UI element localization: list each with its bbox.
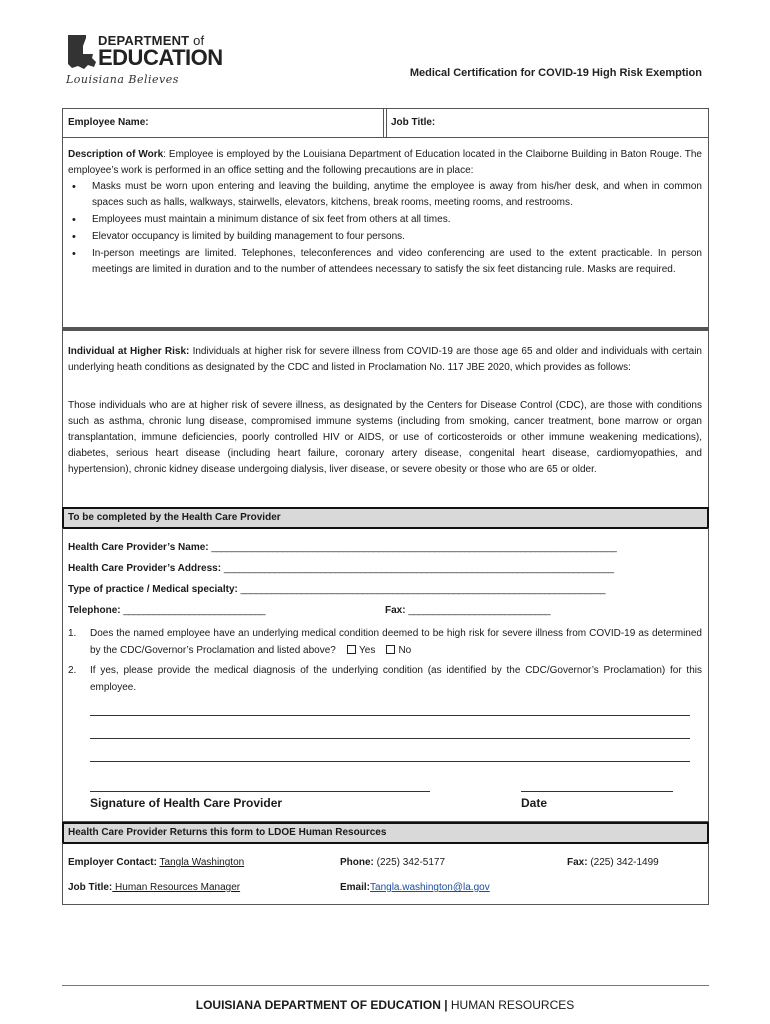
practice-specialty-field[interactable]: Type of practice / Medical specialty: ________________________________________________________________________ [68,584,606,595]
signature-line[interactable] [90,791,430,792]
email-link[interactable]: Tangla.washington@la.gov [370,882,490,893]
fax-field[interactable]: Fax: ____________________________ [385,605,551,616]
higher-risk-detail: Those individuals who are at higher risk of severe illness, as designated by the Centers for Disease Control (CDC), are those with conditions such as asthma, chronic lung disease, compromised immune systems (including from smoking, cancer treatment, bone marrow or organ transplantation, immune deficiencies, poorly controlled HIV or AIDS, or use of corticosteroids or other immune weakening medications), diabetes, serious heart disease (including heart failure, coronary artery disease, congenital heart disease, cardiomyopathies, and hypertension), chronic kidney disease undergoing dialysis, liver disease, or severe obesity or those who are 65 or older. [68,400,702,475]
list-item: • Elevator occupancy is limited by building management to four persons. [92,229,702,245]
list-item: • Employees must maintain a minimum distance of six feet from others at all times. [92,212,702,228]
louisiana-state-icon [66,34,98,72]
document-title: Medical Certification for COVID-19 High Risk Exemption [409,67,702,79]
footer-divider [62,985,709,986]
diagnosis-line-1[interactable] [90,715,690,716]
logo-tagline: Louisiana Believes [66,73,179,86]
job-title-label: Job Title: [391,117,436,128]
phone-contact: Phone: (225) 342-5177 [340,857,446,868]
yes-label: Yes [359,645,376,656]
signature-label: Signature of Health Care Provider [90,796,283,810]
job-title-contact: Job Title: Human Resources Manager [68,882,241,893]
list-item: • Masks must be worn upon entering and leaving the building, anytime the employee is away from his/her desk, and when in common spaces such as halls, walkways, stairwells, elevators, kitchens, break rooms, meeting rooms, and restrooms. [92,179,702,211]
employee-info-table [62,108,709,138]
telephone-field[interactable]: Telephone: ____________________________ [68,605,266,616]
returns-section [62,843,709,905]
date-label: Date [521,796,548,810]
question-2: 2. If yes, please provide the medical diagnosis of the underlying condition (as identified by the CDC/Governor’s Proclamation) for this employee. [68,665,702,693]
provider-address-field[interactable]: Health Care Provider’s Address: _____________________________________________________________________________ [68,563,614,574]
fax-contact: Fax: (225) 342-1499 [567,857,659,868]
no-label: No [398,645,412,656]
no-checkbox[interactable] [386,645,395,654]
employee-name-label: Employee Name: [68,117,149,128]
diagnosis-line-3[interactable] [90,761,690,762]
date-line[interactable] [521,791,673,792]
page-footer: LOUISIANA DEPARTMENT OF EDUCATION | HUMAN RESOURCES [195,998,575,1012]
yes-checkbox[interactable] [347,645,356,654]
provider-section-header: To be completed by the Health Care Provider [62,507,709,529]
email-contact: Email:Tangla.washington@la.gov [340,882,490,893]
diagnosis-line-2[interactable] [90,738,690,739]
employer-contact: Employer Contact: Tangla Washington [68,857,245,868]
returns-section-header: Health Care Provider Returns this form to LDOE Human Resources [62,822,709,844]
precautions-list [92,179,702,279]
provider-name-field[interactable]: Health Care Provider’s Name: ________________________________________________________________________________ [68,542,617,553]
work-description-intro: Description of Work: Employee is employed by the Louisiana Department of Education located in the Claiborne Building in Baton Rouge. The employee’s work is performed in an office setting and the following precautions are in place: [68,149,702,176]
logo-department-text: DEPARTMENT of [98,33,205,48]
list-item: • In-person meetings are limited. Telephones, teleconferences and video conferencing are used to the extent practicable. In person meetings are limited in duration and to the number of attendees necessary to satisfy the six feet distancing rule. Masks are required. [92,246,702,278]
logo-education-text: EDUCATION [98,45,223,70]
ldoe-logo [64,30,224,90]
higher-risk-intro: Individual at Higher Risk: Individuals at higher risk for severe illness from COVID-19 are those age 65 and older and individuals with certain underlying heath conditions as designated by the CDC and listed in Proclamation No. 117 JBE 2020, which provides as follows: [68,346,702,373]
question-1: 1. Does the named employee have an underlying medical condition deemed to be high risk for severe illness from COVID-19 as determined by the CDC/Governor’s Proclamation and listed above? Yes No [68,628,702,656]
